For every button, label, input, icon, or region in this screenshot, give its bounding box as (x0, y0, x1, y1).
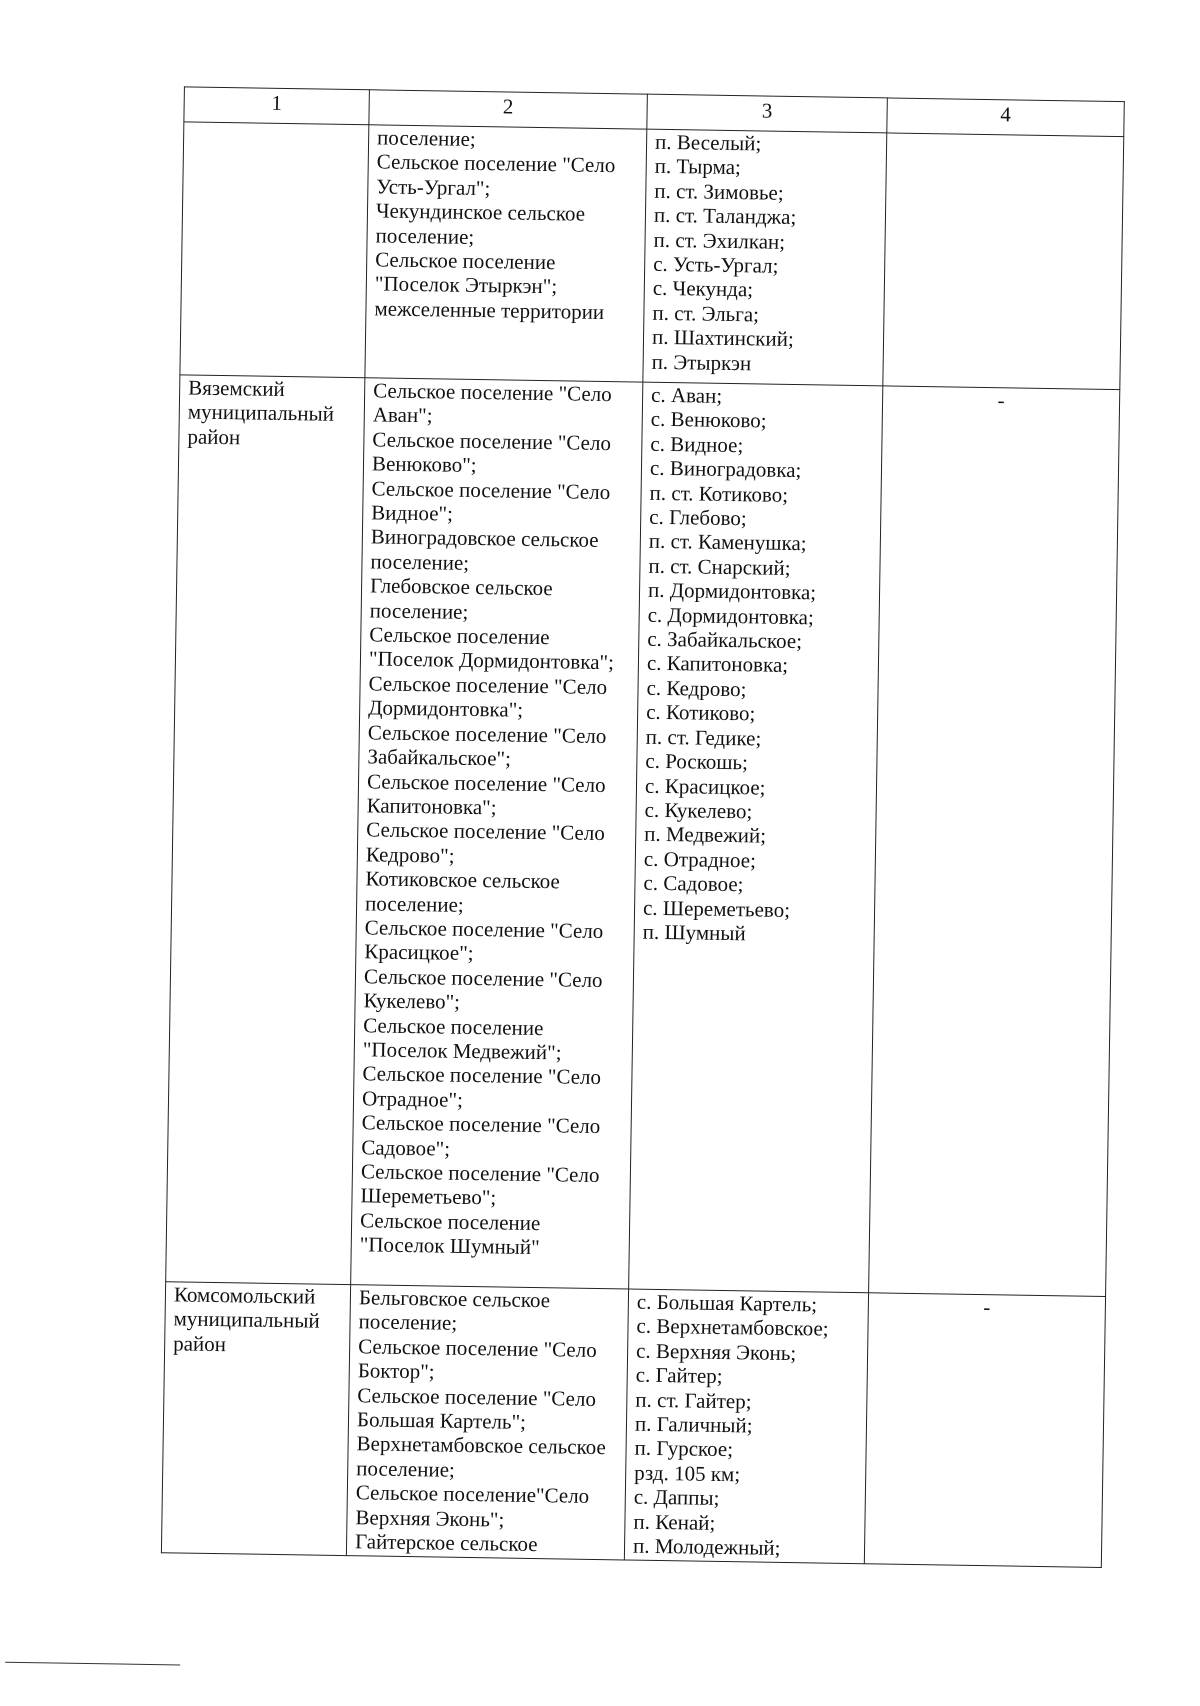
table-row (161, 1282, 1105, 1568)
settlements-cell: Бельговское сельское поселение; Сельское поселение "Село Боктор"; Сельское поселение "Село Большая Картель"; Верхнетамбовское сельское поселение; Сельское поселение"Село Верхняя Эконь"; Гайтерское сельское (346, 1285, 628, 1560)
column-header-3: 3 (647, 94, 888, 133)
table-row (166, 375, 1120, 1297)
district-cell: Комсомольский муниципальный район (161, 1282, 350, 1556)
localities-cell: п. Веселый; п. Тырма; п. ст. Зимовье; п. ст. Таланджа; п. ст. Эхилкан; с. Усть-Ургал; с. Чекунда; п. ст. Эльга; п. Шахтинский; п. Этыркэн (643, 129, 887, 386)
column-4-cell (883, 133, 1124, 390)
settlements-cell: Сельское поселение "Село Аван"; Сельское поселение "Село Венюково"; Сельское поселение "Село Видное"; Виноградовское сельское поселение; Глебовское сельское поселение; Сельское поселение "Поселок Дормидонтовка"; Сельское поселение "Село Дормидонтовка"; Сельское поселение "Село Забайкальское"; Сельское поселение "Село Капитоновка"; Сельское поселение "Село Кедрово"; Котиковское сельское поселение; Сельское поселение "Село Красицкое"; Сельское поселение "Село Кукелево"; Сельское поселение "Поселок Медвежий"; Сельское поселение "Село Отрадное"; Сельское поселение "Село Садовое"; Сельское поселение "Село Шереметьево"; Сельское поселение "Поселок Шумный" (351, 378, 643, 1289)
column-header-1: 1 (184, 87, 370, 125)
table-row (180, 122, 1124, 390)
column-header-2: 2 (369, 90, 648, 129)
column-4-cell: - (869, 386, 1120, 1297)
column-header-4: 4 (887, 98, 1125, 137)
district-cell: Вяземский муниципальный район (166, 375, 365, 1285)
localities-cell: с. Большая Картель; с. Верхнетамбовское; с. Верхняя Эконь; с. Гайтер; п. ст. Гайтер; п. Галичный; п. Гурское; рзд. 105 км; с. Даппы; п. Кенай; п. Молодежный; (624, 1289, 868, 1564)
district-cell (180, 122, 369, 378)
column-4-cell: - (864, 1293, 1105, 1568)
localities-cell: с. Аван; с. Венюково; с. Видное; с. Виноградовка; п. ст. Котиково; с. Глебово; п. ст. Каменушка; п. ст. Снарский; п. Дормидонтовка; с. Дормидонтовка; с. Забайкальское; с. Капитоновка; с. Кедрово; с. Котиково; п. ст. Гедике; с. Роскошь; с. Красицкое; с. Кукелево; п. Медвежий; с. Отрадное; с. Садовое; с. Шереметьево; п. Шумный (629, 382, 883, 1293)
footnote-divider (5, 1662, 180, 1666)
settlements-cell: поселение; Сельское поселение "Село Усть-Ургал"; Чекундинское сельское поселение; Сельское поселение "Поселок Этыркэн"; межселенные территории (365, 125, 647, 382)
settlements-table (161, 86, 1125, 1568)
